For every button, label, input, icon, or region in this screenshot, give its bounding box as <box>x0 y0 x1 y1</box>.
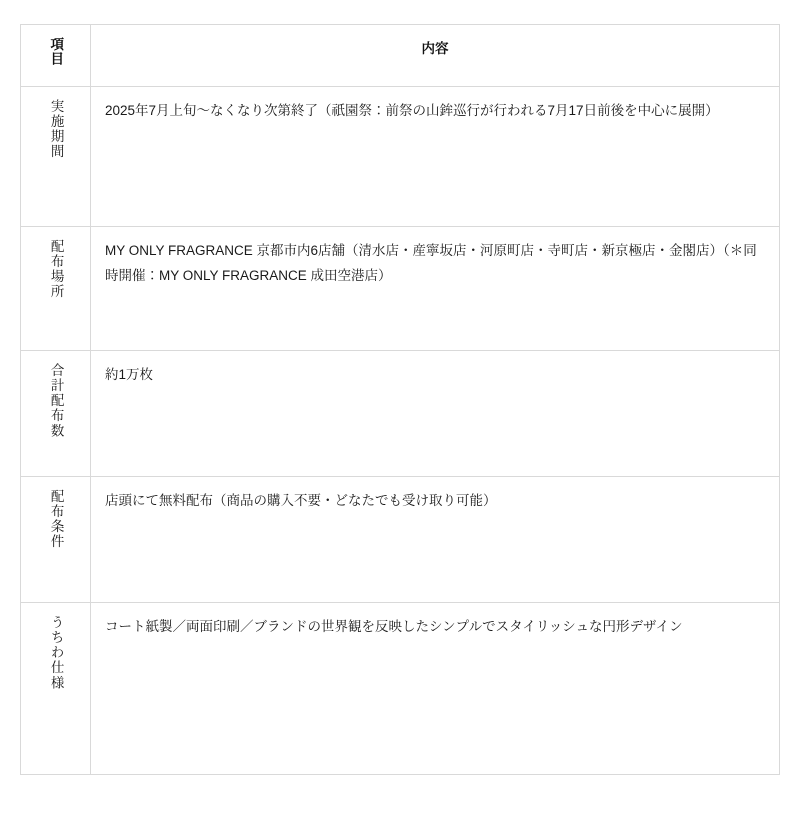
row-label-fan-spec <box>21 603 91 775</box>
row-label-text: 合計配布数 <box>48 363 64 439</box>
row-label-text: うちわ仕様 <box>48 615 64 691</box>
column-header-content <box>91 25 780 87</box>
row-label-text: 実施期間 <box>48 99 64 160</box>
campaign-spec-table <box>20 24 780 775</box>
table-row <box>21 603 780 775</box>
table-row <box>21 87 780 227</box>
column-header-content-label: 内容 <box>421 41 449 56</box>
row-content-total-count: 約1万枚 <box>91 351 780 477</box>
row-label-text: 配布場所 <box>48 239 64 300</box>
table-header-row <box>21 25 780 87</box>
table-body <box>21 87 780 775</box>
row-content-location: MY ONLY FRAGRANCE 京都市内6店舗（清水店・産寧坂店・河原町店・寺町店・新京極店・金閣店）（＊同時開催：MY ONLY FRAGRANCE 成田空港店） <box>91 227 780 351</box>
table-row <box>21 477 780 603</box>
table-row <box>21 227 780 351</box>
row-label-period <box>21 87 91 227</box>
row-label-text: 配布条件 <box>48 489 64 550</box>
table-row <box>21 351 780 477</box>
row-label-location <box>21 227 91 351</box>
column-header-item <box>21 25 91 87</box>
column-header-item-label: 項目 <box>48 37 64 67</box>
row-content-conditions: 店頭にて無料配布（商品の購入不要・どなたでも受け取り可能） <box>91 477 780 603</box>
row-label-conditions <box>21 477 91 603</box>
row-content-fan-spec: コート紙製／両面印刷／ブランドの世界観を反映したシンプルでスタイリッシュな円形デザイン <box>91 603 780 775</box>
row-label-total-count <box>21 351 91 477</box>
table-header <box>21 25 780 87</box>
row-content-period: 2025年7月上旬〜なくなり次第終了（祇園祭：前祭の山鉾巡行が行われる7月17日前後を中心に展開） <box>91 87 780 227</box>
